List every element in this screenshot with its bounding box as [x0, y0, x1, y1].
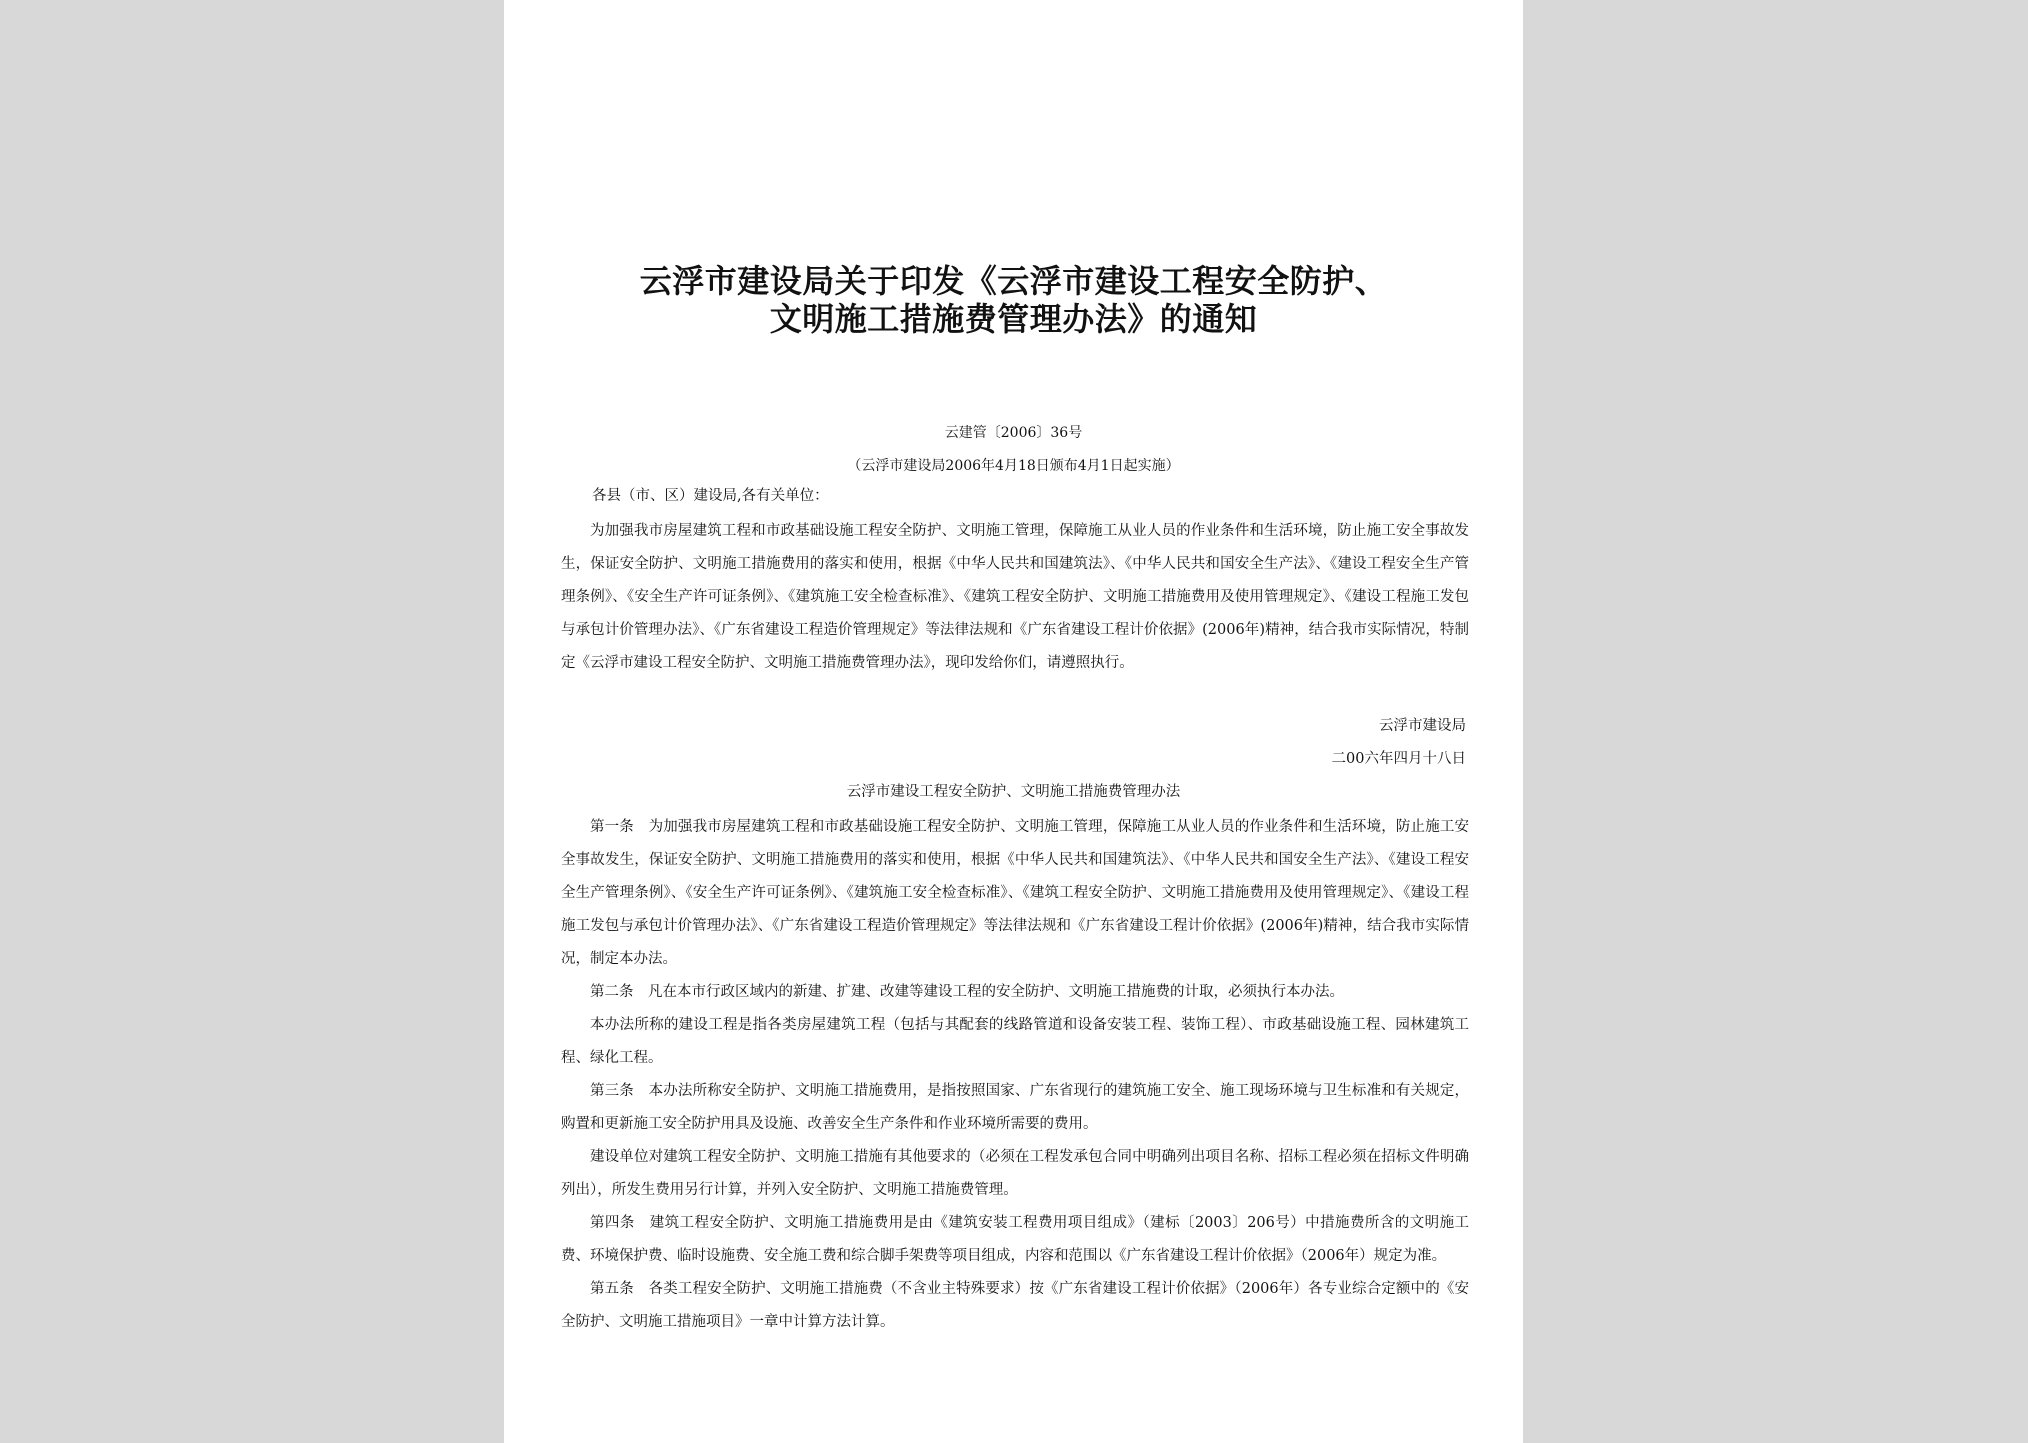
article-paragraph: 本办法所称的建设工程是指各类房屋建筑工程（包括与其配套的线路管道和设备安装工程、装饰工程）、市政基础设施工程、园林建筑工程、绿化工程。 [561, 1017, 1469, 1066]
title-line-1: 云浮市建设局关于印发《云浮市建设工程安全防护、 [639, 262, 1388, 300]
article-paragraph: 第四条 建筑工程安全防护、文明施工措施费用是由《建筑安装工程费用项目组成》（建标〔2003〕206号）中措施费所含的文明施工费、环境保护费、临时设施费、安全施工费和综合脚手架费等项目组成，内容和范围以《广东省建设工程计价依据》（2006年）规定为准。 [561, 1215, 1469, 1264]
articles-section [561, 811, 1469, 1339]
signature-date: 二00六年四月十八日 [1331, 751, 1466, 767]
article-paragraph: 第五条 各类工程安全防护、文明施工措施费（不含业主特殊要求）按《广东省建设工程计价依据》（2006年）各专业综合定额中的《安全防护、文明施工措施项目》一章中计算方法计算。 [561, 1281, 1469, 1330]
article-paragraph: 第三条 本办法所称安全防护、文明施工措施费用，是指按照国家、广东省现行的建筑施工安全、施工现场环境与卫生标准和有关规定，购置和更新施工安全防护用具及设施、改善安全生产条件和作业环境所需要的费用。 [561, 1083, 1469, 1132]
article-paragraph: 第二条 凡在本市行政区域内的新建、扩建、改建等建设工程的安全防护、文明施工措施费的计取，必须执行本办法。 [590, 984, 1344, 1000]
title-line-2: 文明施工措施费管理办法》的通知 [769, 300, 1258, 338]
salutation: 各县（市、区）建设局,各有关单位： [592, 488, 829, 504]
document-title [504, 262, 1523, 338]
issuance-note: （云浮市建设局2006年4月18日颁布4月1日起实施） [847, 458, 1180, 474]
document-page [504, 0, 1523, 1443]
article-paragraph: 建设单位对建筑工程安全防护、文明施工措施有其他要求的（必须在工程发承包合同中明确列出项目名称、招标工程必须在招标文件明确列出），所发生费用另行计算，并列入安全防护、文明施工措施费管理。 [561, 1149, 1469, 1198]
intro-section [561, 515, 1469, 680]
regulation-title: 云浮市建设工程安全防护、文明施工措施费管理办法 [846, 784, 1181, 800]
document-number: 云建管〔2006〕36号 [944, 425, 1083, 441]
signature-organization: 云浮市建设局 [1379, 718, 1466, 734]
article-paragraph: 第一条 为加强我市房屋建筑工程和市政基础设施工程安全防护、文明施工管理，保障施工从业人员的作业条件和生活环境，防止施工安全事故发生，保证安全防护、文明施工措施费用的落实和使用，根据《中华人民共和国建筑法》、《中华人民共和国安全生产法》、《建设工程安全生产管理条例》、《安全生产许可证条例》、《建筑施工安全检查标准》、《建筑工程安全防护、文明施工措施费用及使用管理规定》、《建设工程施工发包与承包计价管理办法》、《广东省建设工程造价管理规定》等法律法规和《广东省建设工程计价依据》(2006年)精神，结合我市实际情况，制定本办法。 [561, 819, 1469, 967]
intro-paragraph: 为加强我市房屋建筑工程和市政基础设施工程安全防护、文明施工管理，保障施工从业人员的作业条件和生活环境，防止施工安全事故发生，保证安全防护、文明施工措施费用的落实和使用，根据《中华人民共和国建筑法》、《中华人民共和国安全生产法》、《建设工程安全生产管理条例》、《安全生产许可证条例》、《建筑施工安全检查标准》、《建筑工程安全防护、文明施工措施费用及使用管理规定》、《建设工程施工发包与承包计价管理办法》、《广东省建设工程造价管理规定》等法律法规和《广东省建设工程计价依据》(2006年)精神，结合我市实际情况，特制定《云浮市建设工程安全防护、文明施工措施费管理办法》，现印发给你们，请遵照执行。 [561, 523, 1469, 671]
